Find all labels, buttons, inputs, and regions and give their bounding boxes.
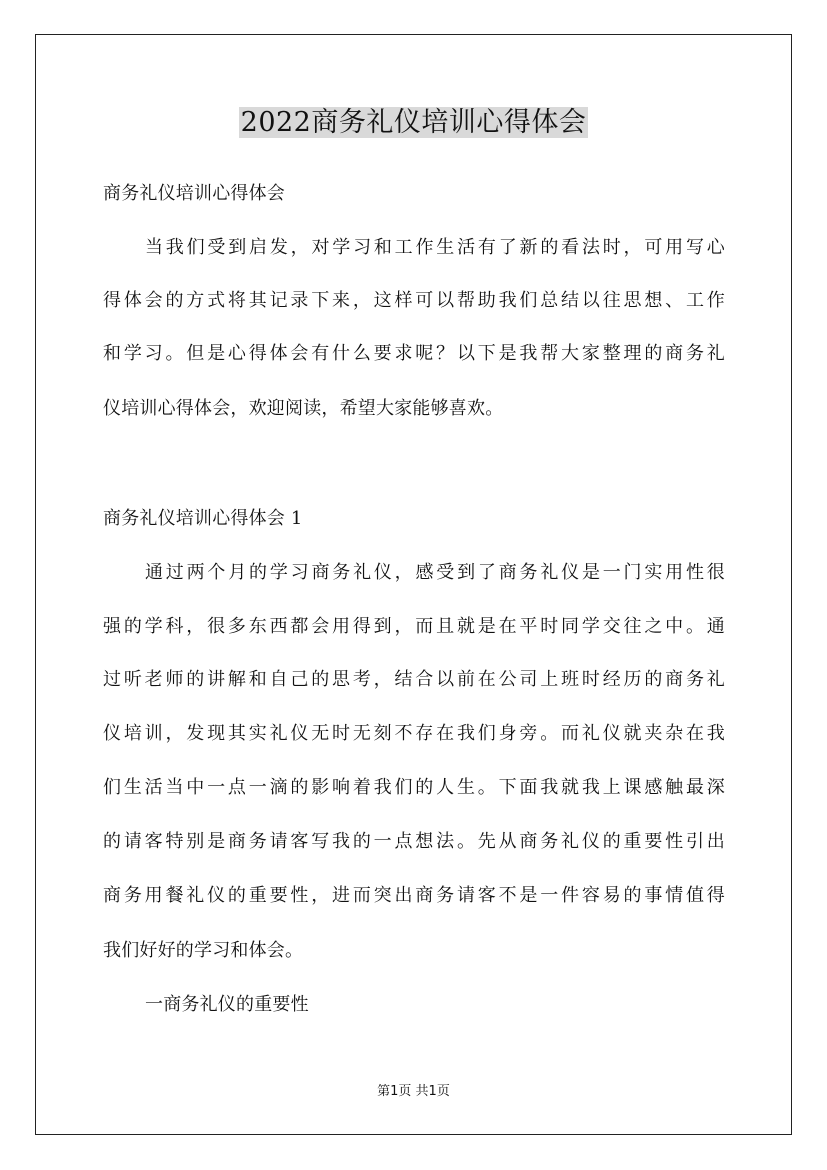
- intro-line: 得体会的方式将其记录下来，这样可以帮助我们总结以往思想、工作: [103, 290, 725, 311]
- section-line: 们生活当中一点一滴的影响着我们的人生。下面我就我上课感触最深: [103, 777, 725, 798]
- document-title: [0, 103, 827, 143]
- intro-line: 和学习。但是心得体会有什么要求呢？以下是我帮大家整理的商务礼: [103, 343, 725, 364]
- section-line: 强的学科，很多东西都会用得到，而且就是在平时同学交往之中。通: [103, 616, 725, 637]
- intro-line: 仪培训心得体会，欢迎阅读，希望大家能够喜欢。: [103, 398, 504, 419]
- section-line: 通过两个月的学习商务礼仪，感受到了商务礼仪是一门实用性很: [145, 562, 725, 583]
- section-line: 商务用餐礼仪的重要性，进而突出商务请客不是一件容易的事情值得: [103, 885, 725, 906]
- section-heading: 商务礼仪培训心得体会 1: [103, 508, 303, 529]
- page-number: 第1页 共1页: [377, 1084, 450, 1099]
- section-line: 我们好好的学习和体会。: [103, 940, 304, 961]
- subheading: 一商务礼仪的重要性: [145, 994, 309, 1015]
- intro-line: 当我们受到启发，对学习和工作生活有了新的看法时，可用写心: [145, 237, 725, 258]
- document-title-text: 2022商务礼仪培训心得体会: [240, 107, 587, 138]
- section-line: 过听老师的讲解和自己的思考，结合以前在公司上班时经历的商务礼: [103, 669, 725, 690]
- document-subtitle: 商务礼仪培训心得体会: [103, 183, 285, 204]
- section-line: 的请客特别是商务请客写我的一点想法。先从商务礼仪的重要性引出: [103, 831, 725, 852]
- section-line: 仪培训，发现其实礼仪无时无刻不存在我们身旁。而礼仪就夹杂在我: [103, 723, 725, 744]
